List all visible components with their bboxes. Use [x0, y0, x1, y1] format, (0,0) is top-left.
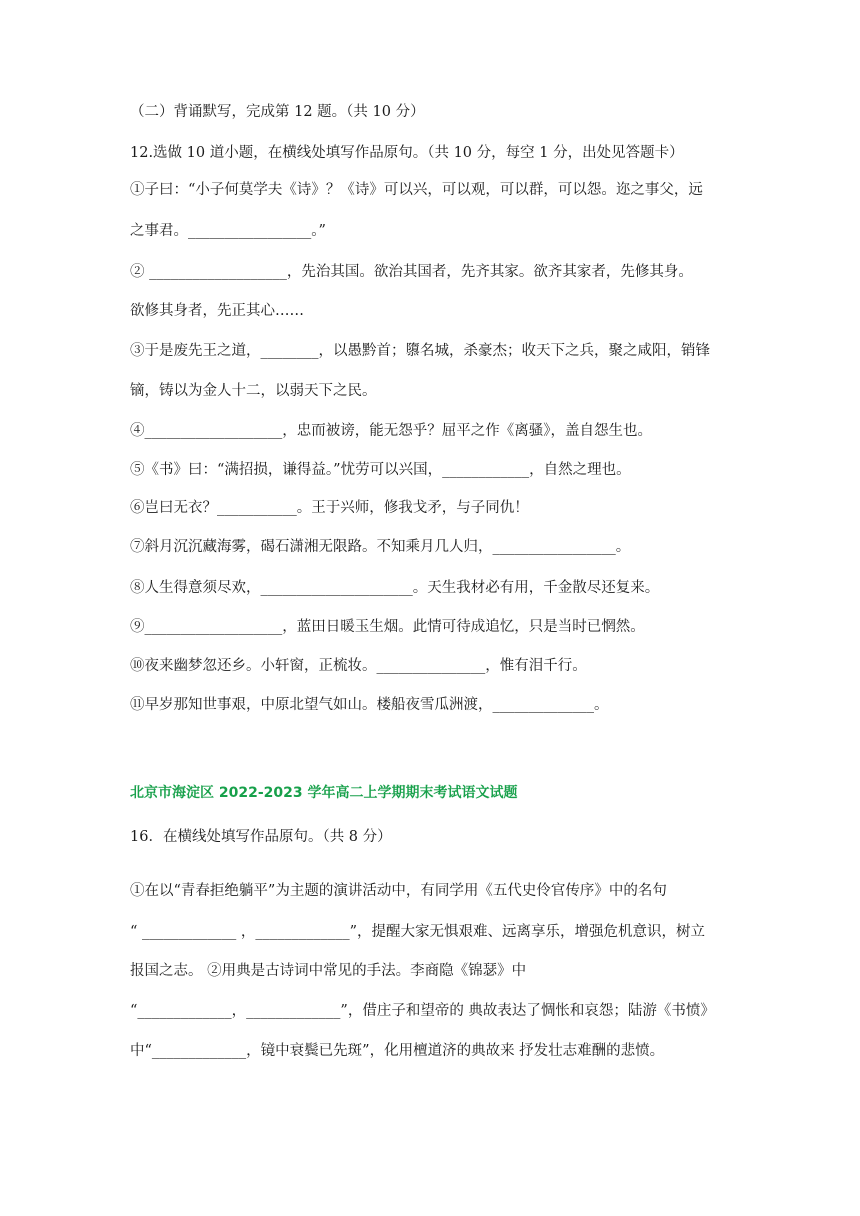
source-heading: 北京市海淀区 2022-2023 学年高二上学期期末考试语文试题 [130, 785, 518, 801]
recitation-line: ⑤《书》曰：“满招损，谦得益。”忧劳可以兴国，____________，自然之理也。 [130, 462, 631, 478]
question-16-line: “ _____________ ，_____________”，提醒大家无惧艰难、远离享乐，增强危机意识，树立 [130, 924, 706, 940]
recitation-line: ⑦斜月沉沉藏海雾，碣石潇湘无限路。不知乘月几人归，_________________。 [130, 539, 631, 555]
question-12-prompt: 12.选做 10 道小题，在横线处填写作品原句。（共 10 分，每空 1 分，出处见答题卡） [130, 145, 684, 161]
recitation-line: 镝，铸以为金人十二，以弱天下之民。 [130, 383, 377, 399]
question-16-line: 中“_____________，镜中衰鬓已先斑”，化用檀道济的典故来 抒发壮志难酬的悲愤。 [130, 1043, 665, 1059]
question-16-line: 报国之志。 ②用典是古诗词中常见的手法。李商隐《锦瑟》中 [130, 963, 527, 979]
recitation-line: ④___________________，忠而被谤，能无怨乎？屈平之作《离骚》，盖自怨生也。 [130, 423, 652, 439]
recitation-line: 之事君。_________________。” [130, 223, 326, 239]
recitation-line: ⑥岂曰无衣？___________。王于兴师，修我戈矛，与子同仇！ [130, 500, 529, 516]
recitation-line: ③于是废先王之道，________，以愚黔首；隳名城，杀豪杰；收天下之兵，聚之咸阳，销锋 [130, 343, 710, 359]
recitation-line: ①子曰：“小子何莫学夫《诗》？《诗》可以兴，可以观，可以群，可以怨。迩之事父，远 [130, 182, 703, 198]
recitation-line: ⑧人生得意须尽欢，_____________________。天生我材必有用，千金散尽还复来。 [130, 580, 660, 596]
recitation-line: ⑪早岁那知世事艰，中原北望气如山。楼船夜雪瓜洲渡，______________。 [130, 697, 609, 713]
recitation-line: ② ___________________，先治其国。欲治其国者，先齐其家。欲齐其家者，先修其身。 [130, 264, 693, 280]
question-16-prompt: 16．在横线处填写作品原句。（共 8 分） [130, 829, 392, 845]
section-title: （二）背诵默写，完成第 12 题。（共 10 分） [130, 104, 425, 120]
recitation-line: 欲修其身者，先正其心…… [130, 303, 304, 319]
recitation-line: ⑨___________________，蓝田日暖玉生烟。此情可待成追忆，只是当时已惘然。 [130, 619, 645, 635]
question-16-line: “_____________，_____________”，借庄子和望帝的 典故表达了惆怅和哀怨；陆游《书愤》 [130, 1003, 715, 1019]
question-16-line: ①在以“青春拒绝躺平”为主题的演讲活动中，有同学用《五代史伶官传序》中的名句 [130, 883, 667, 899]
recitation-line: ⑩夜来幽梦忽还乡。小轩窗，正梳妆。_______________，惟有泪千行。 [130, 658, 587, 674]
